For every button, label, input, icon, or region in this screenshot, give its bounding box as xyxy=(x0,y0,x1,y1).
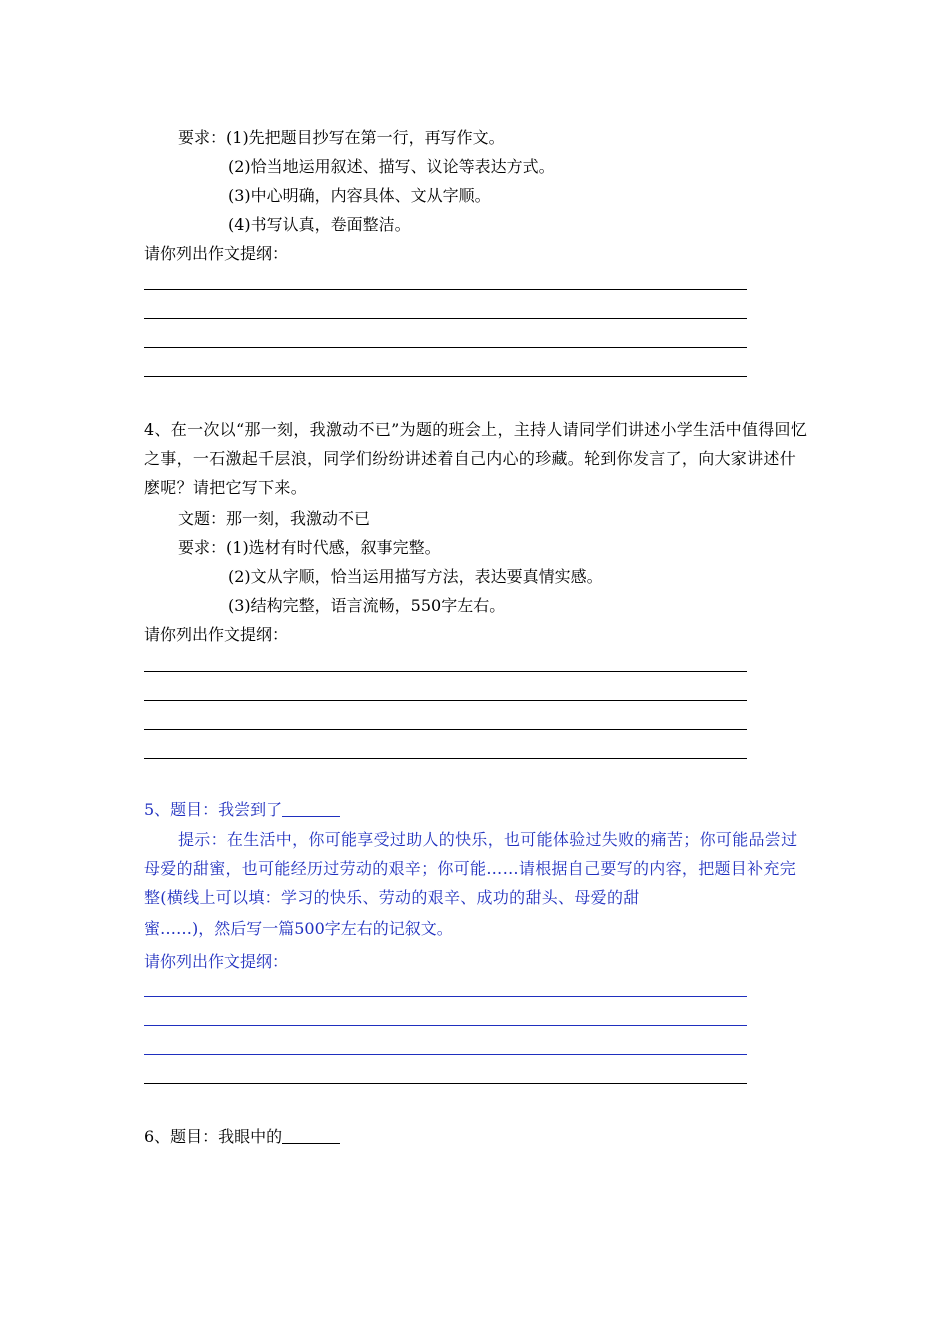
s4-answer-line-1[interactable] xyxy=(144,671,747,672)
s3-req-item-1: (1)先把题目抄写在第一行，再写作文。 xyxy=(226,128,505,147)
s4-answer-line-4[interactable] xyxy=(144,758,747,759)
s5-answer-line-2[interactable] xyxy=(144,1025,747,1026)
s3-answer-line-2[interactable] xyxy=(144,318,747,319)
s4-req-label: 要求：(1)选材有时代感，叙事完整。 xyxy=(178,538,441,557)
s4-question: 4、在一次以“那一刻，我激动不已”为题的班会上，主持人请同学们讲述小学生活中值得回忆之事，一石激起千层浪，同学们纷纷讲述着自己内心的珍藏。轮到你发言了，向大家讲述什麽呢？请把它写下来。 xyxy=(144,420,808,497)
s5-outline-prompt: 请你列出作文提纲： xyxy=(144,952,289,971)
s3-req-label: 要求：(1)先把题目抄写在第一行，再写作文。 xyxy=(178,128,505,147)
s4-outline-prompt: 请你列出作文提纲： xyxy=(144,625,289,644)
s5-hint: 提示：在生活中，你可能享受过助人的快乐，也可能体验过失败的痛苦；你可能品尝过母爱的甜蜜，也可能经历过劳动的艰辛；你可能……请根据自己要写的内容，把题目补充完整(横线上可以填：学习的快乐、劳动的艰辛、成功的甜头、母爱的甜 xyxy=(144,830,798,907)
s6-title: 6、题目：我眼中的 xyxy=(144,1127,340,1147)
s5-answer-line-3[interactable] xyxy=(144,1054,747,1055)
s5-title: 5、题目：我尝到了 xyxy=(144,800,340,820)
s4-req-item-3: (3)结构完整，语言流畅，550字左右。 xyxy=(228,596,506,615)
s3-answer-line-1[interactable] xyxy=(144,289,747,290)
s3-req-item-2: (2)恰当地运用叙述、描写、议论等表达方式。 xyxy=(228,157,555,176)
s4-req-item-2: (2)文从字顺，恰当运用描写方法，表达要真情实感。 xyxy=(228,567,603,586)
s4-answer-line-2[interactable] xyxy=(144,700,747,701)
s4-req-item-1: (1)选材有时代感，叙事完整。 xyxy=(226,538,441,557)
s4-answer-line-3[interactable] xyxy=(144,729,747,730)
s3-answer-line-3[interactable] xyxy=(144,347,747,348)
s3-req-item-4: (4)书写认真，卷面整洁。 xyxy=(228,215,411,234)
s3-outline-prompt: 请你列出作文提纲： xyxy=(144,244,289,263)
s4-title-line: 文题：那一刻，我激动不已 xyxy=(178,509,371,528)
s6-title-blank[interactable] xyxy=(282,1127,340,1144)
s5-title-blank[interactable] xyxy=(282,800,340,817)
s5-answer-line-1[interactable] xyxy=(144,996,747,997)
s3-req-item-3: (3)中心明确，内容具体、文从字顺。 xyxy=(228,186,491,205)
s5-hint-tail: 蜜……)，然后写一篇500字左右的记叙文。 xyxy=(144,919,453,938)
s3-answer-line-4[interactable] xyxy=(144,376,747,377)
s5-answer-line-4[interactable] xyxy=(144,1083,747,1084)
